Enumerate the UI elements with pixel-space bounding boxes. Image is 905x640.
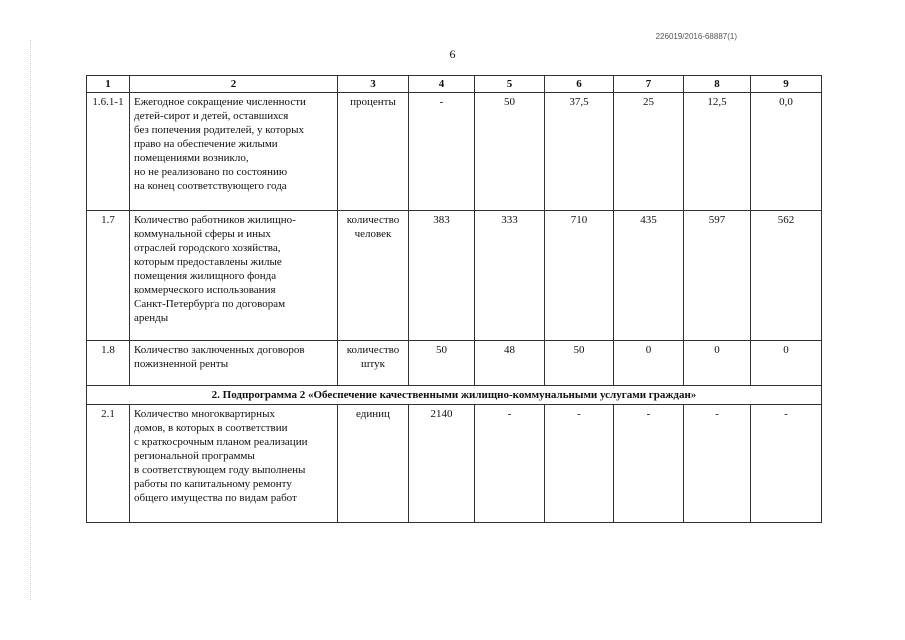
value-cell: 50: [545, 341, 614, 386]
value-cell: -: [409, 93, 475, 211]
indicator-name-line: которым предоставлены жилые: [134, 256, 282, 268]
row-number: 2.1: [87, 405, 130, 523]
unit-line: количество: [346, 344, 400, 356]
value-cell: -: [475, 405, 545, 523]
indicator-name-line: региональной программы: [134, 450, 255, 462]
unit-line: штук: [361, 358, 385, 370]
indicator-name-line: право на обеспечение жилыми: [134, 138, 278, 150]
header-cell: 9: [751, 76, 822, 93]
indicator-name-line: Количество многоквартирных: [134, 408, 275, 420]
unit-of-measure: [338, 93, 409, 211]
indicator-name-line: помещениями возникло,: [134, 152, 249, 164]
indicator-name-line: коммунальной сферы и иных: [134, 228, 271, 240]
header-cell: 1: [87, 76, 130, 93]
value-cell: 435: [614, 211, 684, 341]
indicator-name-line: пожизненной ренты: [134, 358, 229, 370]
scan-margin: [30, 40, 33, 600]
value-cell: 50: [409, 341, 475, 386]
indicator-name-line: работы по капитальному ремонту: [134, 478, 292, 490]
unit-of-measure: [338, 405, 409, 523]
value-cell: 48: [475, 341, 545, 386]
value-cell: -: [751, 405, 822, 523]
indicator-name: [130, 341, 338, 386]
document-id: 226019/2016-68887(1): [655, 32, 737, 41]
header-cell: 7: [614, 76, 684, 93]
indicator-name-line: отраслей городского хозяйства,: [134, 242, 281, 254]
unit-of-measure: [338, 341, 409, 386]
table-header-row: [87, 76, 822, 93]
section-row: [87, 386, 822, 405]
value-cell: 597: [684, 211, 751, 341]
table-row: [87, 405, 822, 523]
value-cell: 0,0: [751, 93, 822, 211]
unit-of-measure: [338, 211, 409, 341]
indicator-name-line: домов, в которых в соответствии: [134, 422, 288, 434]
indicator-name: [130, 93, 338, 211]
row-number: 1.6.1-1: [87, 93, 130, 211]
indicator-name: [130, 211, 338, 341]
page-number: 6: [449, 47, 456, 61]
indicator-name-line: аренды: [134, 312, 169, 324]
indicator-name-line: Санкт-Петербурга по договорам: [134, 298, 286, 310]
row-number: 1.8: [87, 341, 130, 386]
value-cell: 333: [475, 211, 545, 341]
header-cell: 4: [409, 76, 475, 93]
indicator-name-line: Количество заключенных договоров: [134, 344, 305, 356]
indicator-name-line: общего имущества по видам работ: [134, 492, 297, 504]
value-cell: 2140: [409, 405, 475, 523]
unit-line: человек: [354, 228, 392, 240]
indicator-name-line: коммерческого использования: [134, 284, 276, 296]
indicator-name-line: детей-сирот и детей, оставшихся: [134, 110, 289, 122]
indicator-name-line: Ежегодное сокращение численности: [134, 96, 306, 108]
unit-line: единиц: [356, 408, 390, 420]
indicator-name-line: помещения жилищного фонда: [134, 270, 277, 282]
row-number: 1.7: [87, 211, 130, 341]
value-cell: 0: [684, 341, 751, 386]
table-row: [87, 211, 822, 341]
unit-line: количество: [346, 214, 400, 226]
value-cell: 50: [475, 93, 545, 211]
indicator-name-line: но не реализовано по состоянию: [134, 166, 288, 178]
value-cell: -: [684, 405, 751, 523]
value-cell: 12,5: [684, 93, 751, 211]
unit-line: проценты: [350, 96, 396, 108]
value-cell: 710: [545, 211, 614, 341]
indicators-table: [86, 75, 822, 523]
table-row: [87, 93, 822, 211]
value-cell: 25: [614, 93, 684, 211]
header-cell: 8: [684, 76, 751, 93]
indicator-name-line: Количество работников жилищно-: [134, 214, 296, 226]
value-cell: 0: [614, 341, 684, 386]
header-cell: 6: [545, 76, 614, 93]
indicator-name-line: на конец соответствующего года: [134, 180, 287, 192]
value-cell: -: [545, 405, 614, 523]
header-cell: 3: [338, 76, 409, 93]
indicator-name: [130, 405, 338, 523]
value-cell: -: [614, 405, 684, 523]
indicator-name-line: без попечения родителей, у которых: [134, 124, 305, 136]
indicator-name-line: с краткосрочным планом реализации: [134, 436, 308, 448]
value-cell: 562: [751, 211, 822, 341]
section-title: 2. Подпрограмма 2 «Обеспечение качественными жилищно-коммунальными услугами граждан»: [87, 386, 822, 405]
table-row: [87, 341, 822, 386]
header-cell: 5: [475, 76, 545, 93]
value-cell: 0: [751, 341, 822, 386]
header-cell: 2: [130, 76, 338, 93]
value-cell: 37,5: [545, 93, 614, 211]
indicator-name-line: в соответствующем году выполнены: [134, 464, 306, 476]
value-cell: 383: [409, 211, 475, 341]
